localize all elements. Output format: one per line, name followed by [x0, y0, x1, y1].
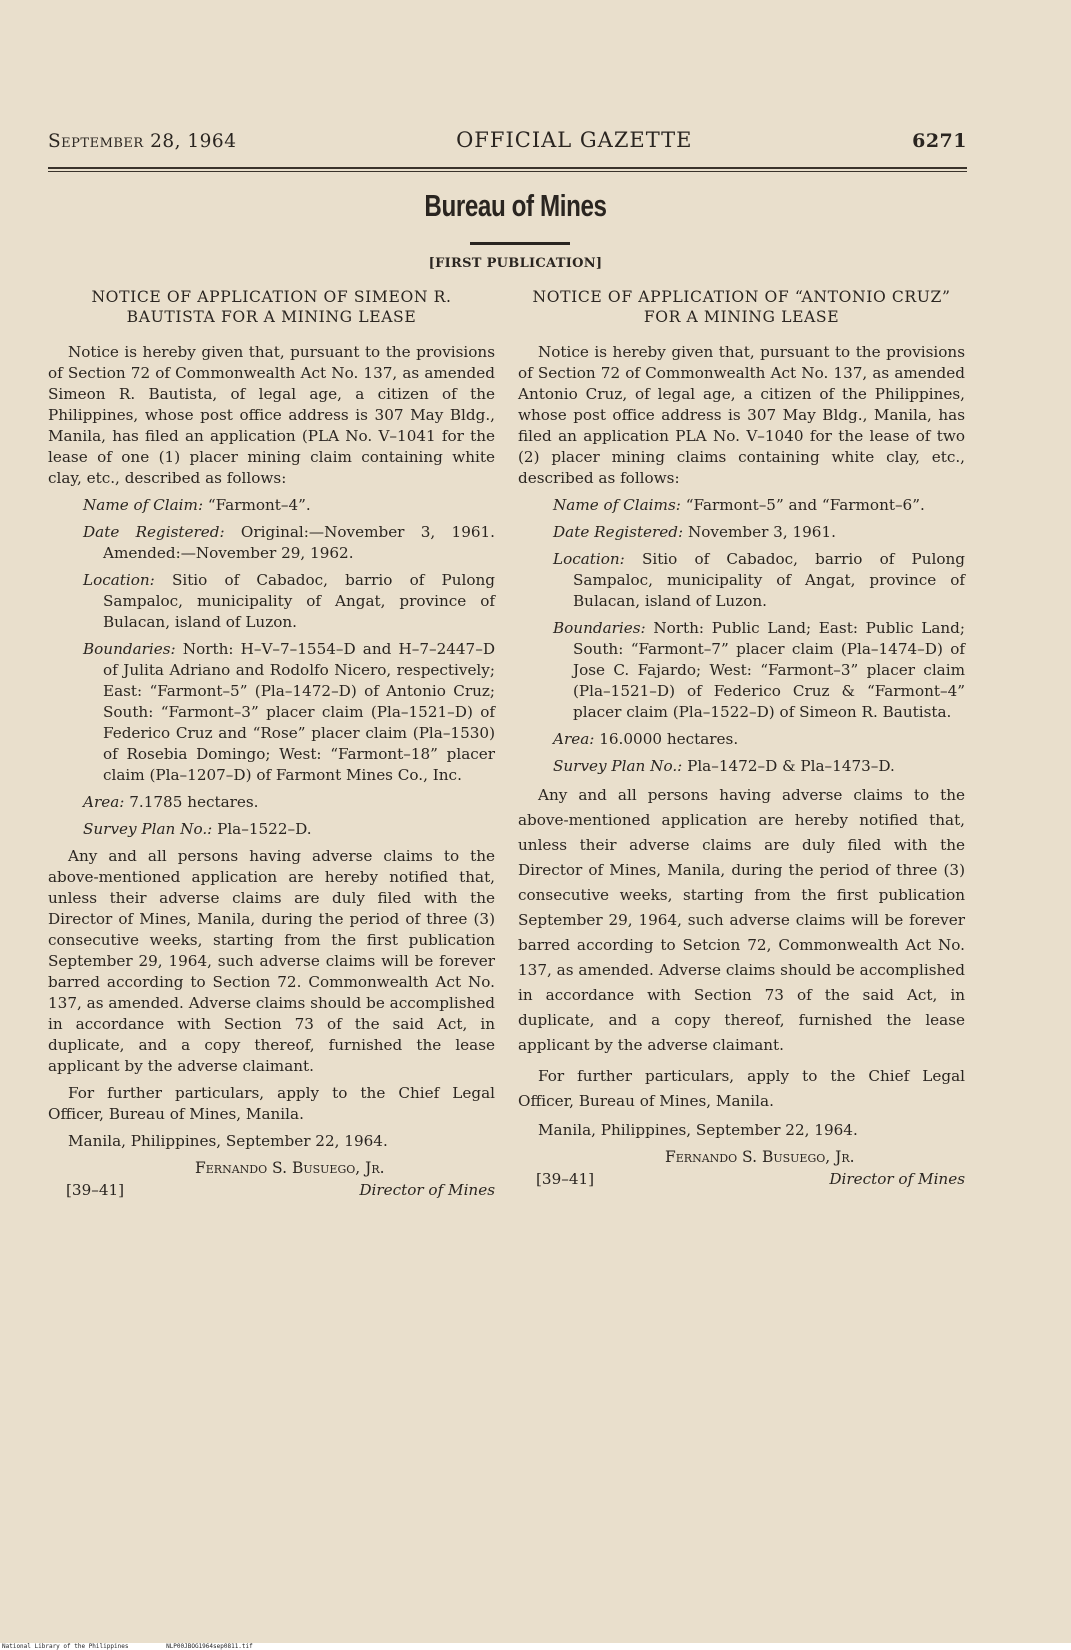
field-label: Date Registered: [83, 523, 225, 541]
particulars-paragraph: For further particulars, apply to the Chief Legal Officer, Bureau of Mines, Manila. [48, 1084, 495, 1123]
field-name-of-claims [518, 495, 965, 516]
publication-title: OFFICIAL GAZETTE [456, 128, 693, 152]
signatory-name: Fernando S. Busuego, Jr. [665, 1148, 855, 1166]
place-date: Manila, Philippines, September 22, 1964. [538, 1121, 858, 1139]
field-value: Original:—November 3, 1961. Amended:—November 29, 1962. [103, 523, 496, 562]
field-label: Area: [553, 730, 595, 748]
scan-source: National Library of the Philippines [2, 1643, 129, 1650]
signature-block [518, 1147, 965, 1191]
field-value: “Farmont–5” and “Farmont–6”. [685, 496, 925, 514]
scan-footer [0, 1643, 1071, 1650]
notice-column-right [518, 287, 965, 1191]
field-survey-plan [518, 756, 965, 777]
signatory-title: Director of Mines [829, 1170, 965, 1188]
place-date: Manila, Philippines, September 22, 1964. [68, 1132, 388, 1150]
field-label: Survey Plan No.: [553, 757, 683, 775]
running-header [48, 128, 967, 152]
field-label: Boundaries: [83, 640, 176, 658]
notice-heading: NOTICE OF APPLICATION OF “ANTONIO CRUZ” FOR A MINING LEASE [532, 288, 951, 326]
field-area [518, 729, 965, 750]
field-area [48, 792, 495, 813]
field-value: North: H–V–7–1554–D and H–7–2447–D of Julita Adriano and Rodolfo Nicero, respectively; East: “Farmont–5” (Pla–1472–D) of Antonio Cruz; South: “Farmont–3” placer claim (Pla–1521–D) of Federico Cruz and “Rose” placer claim (Pla–1530) of Rosebia Domingo; West: “Farmont–18” placer claim (Pla–1207–D) of Farmont Mines Co., Inc. [103, 640, 495, 784]
header-rule [48, 167, 967, 172]
field-value: 7.1785 hectares. [129, 793, 259, 811]
publication-note: [FIRST PUBLICATION] [428, 256, 603, 271]
field-label: Date Registered: [553, 523, 684, 541]
signatory-title: Director of Mines [359, 1181, 495, 1199]
field-boundaries [48, 639, 495, 786]
field-label: Name of Claim: [83, 496, 204, 514]
field-value: Pla–1472–D & Pla–1473–D. [687, 757, 895, 775]
field-label: Area: [83, 793, 125, 811]
issue-reference: [39–41] [536, 1170, 595, 1188]
title-underline [470, 242, 570, 245]
field-location [48, 570, 495, 633]
issue-date: September 28, 1964 [48, 131, 237, 152]
signature-block [48, 1158, 495, 1202]
field-value: 16.0000 hectares. [599, 730, 739, 748]
field-label: Name of Claims: [553, 496, 681, 514]
field-value: “Farmont–4”. [207, 496, 311, 514]
adverse-claims-paragraph: Any and all persons having adverse claims to the above-mentioned application are hereby notified that, unless their adverse claims are duly filed with the Director of Mines, Manila, during the period of three (3) consecutive weeks, starting from the first publication September 29, 1964, such adverse claims will be forever barred according to Setcion 72, Commonwealth Act No. 137, as amended. Adverse claims should be accomplished in accordance with Section 73 of the said Act, in duplicate, and a copy thereof, furnished the lease applicant by the adverse claimant. [518, 786, 965, 1054]
field-value: November 3, 1961. [687, 523, 836, 541]
field-label: Boundaries: [553, 619, 646, 637]
field-boundaries [518, 618, 965, 723]
issue-reference: [39–41] [66, 1181, 125, 1199]
field-date-registered [518, 522, 965, 543]
field-label: Survey Plan No.: [83, 820, 213, 838]
field-value: Pla–1522–D. [217, 820, 312, 838]
adverse-claims-paragraph: Any and all persons having adverse claims to the above-mentioned application are hereby notified that, unless their adverse claims are duly filed with the Director of Mines, Manila, during the period of three (3) consecutive weeks, starting from the first publication September 29, 1964, such adverse claims will be forever barred according to Section 72. Commonwealth Act No. 137, as amended. Adverse claims should be accomplished in accordance with Section 73 of the said Act, in duplicate, and a copy thereof, furnished the lease applicant by the adverse claimant. [48, 847, 495, 1075]
scan-file: NLP00JBOG1964sep0811.tif [166, 1643, 253, 1650]
notice-column-left [48, 287, 495, 1202]
field-location [518, 549, 965, 612]
field-date-registered [48, 522, 495, 564]
section-title: Bureau of Mines [424, 188, 607, 223]
field-value: Sitio of Cabadoc, barrio of Pulong Sampaloc, municipality of Angat, province of Bulacan, island of Luzon. [573, 550, 965, 610]
notice-heading: NOTICE OF APPLICATION OF SIMEON R. BAUTISTA FOR A MINING LEASE [91, 288, 452, 326]
field-value: Sitio of Cabadoc, barrio of Pulong Sampaloc, municipality of Angat, province of Bulacan, island of Luzon. [103, 571, 495, 631]
field-label: Location: [83, 571, 155, 589]
notice-intro: Notice is hereby given that, pursuant to the provisions of Section 72 of Commonwealth Act No. 137, as amended Simeon R. Bautista, of legal age, a citizen of the Philippines, whose post office address is 307 May Bldg., Manila, has filed an application (PLA No. V–1041 for the lease of one (1) placer mining claim containing white clay, etc., described as follows: [48, 343, 495, 487]
signatory-name: Fernando S. Busuego, Jr. [195, 1159, 385, 1177]
particulars-paragraph: For further particulars, apply to the Chief Legal Officer, Bureau of Mines, Manila. [518, 1067, 965, 1110]
field-value: North: Public Land; East: Public Land; South: “Farmont–7” placer claim (Pla–1474–D) of Jose C. Fajardo; West: “Farmont–3” placer claim (Pla–1521–D) of Federico Cruz & “Farmont–4” placer claim (Pla–1522–D) of Simeon R. Bautista. [573, 619, 965, 721]
field-label: Location: [553, 550, 625, 568]
notice-intro: Notice is hereby given that, pursuant to the provisions of Section 72 of Commonwealth Act No. 137, as amended Antonio Cruz, of legal age, a citizen of the Philippines, whose post office address is 307 May Bldg., Manila, has filed an application PLA No. V–1040 for the lease of two (2) placer mining claims containing white clay, etc., described as follows: [518, 343, 965, 487]
page-number: 6271 [912, 130, 967, 152]
field-survey-plan [48, 819, 495, 840]
field-name-of-claim [48, 495, 495, 516]
